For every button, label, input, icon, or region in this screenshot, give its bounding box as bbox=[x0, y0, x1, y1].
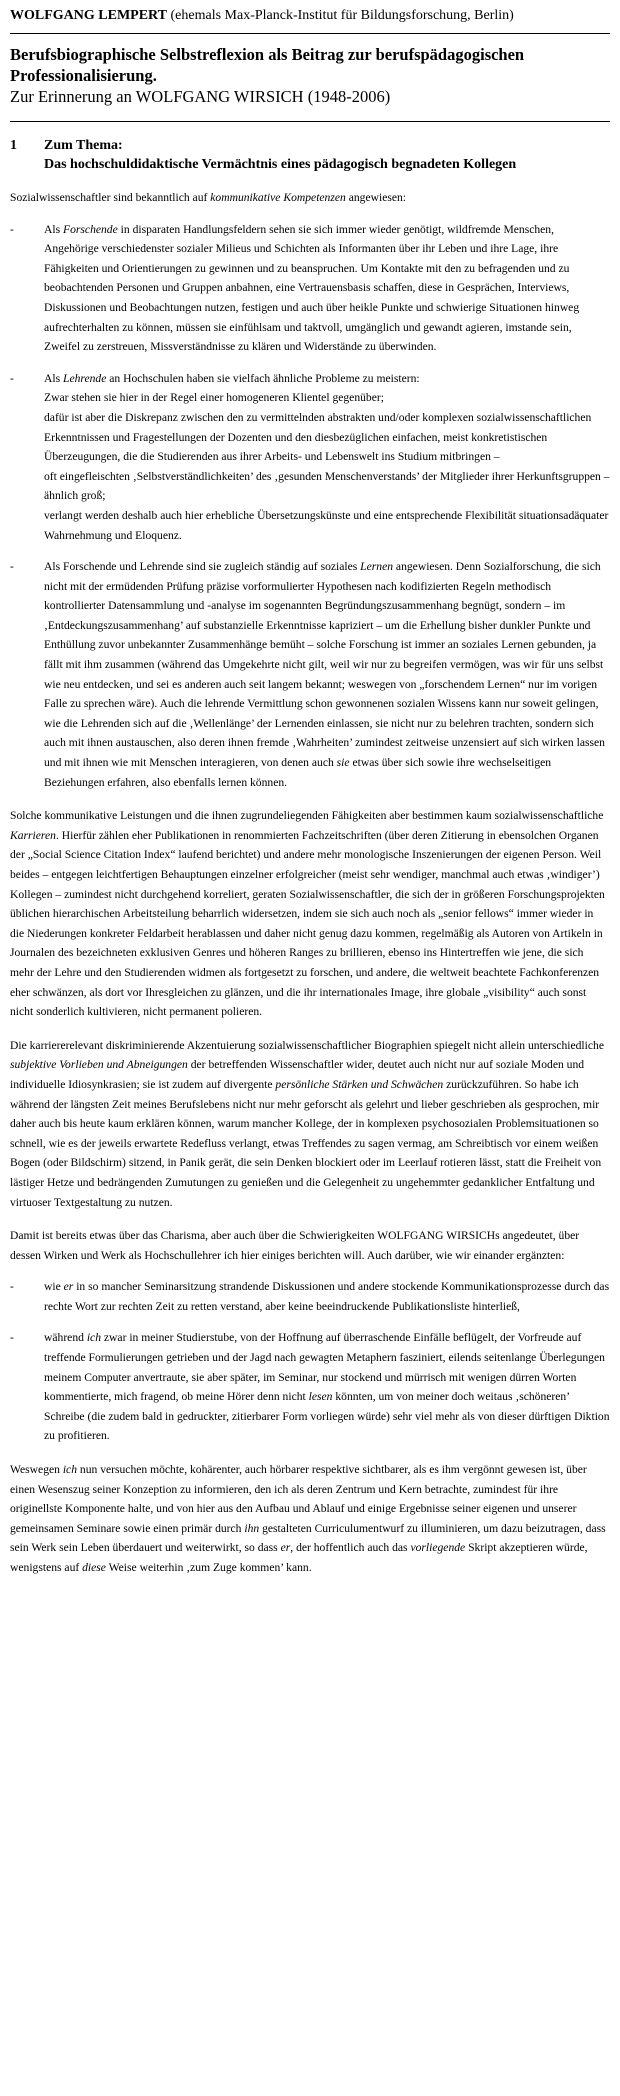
paragraph-final: Weswegen ich nun versuchen möchte, kohärenter, auch hörbarer respektive sichtbarer, als es ihm vergönnt gewesen ist, über einen Wesenszug seiner Konzeption zu informieren, den ich als deren Zentrum und Kern betrachte, zumindest für ihre originellste Komponente halte, und von hier aus den Aufbau und Ablauf und einige Ergebnisse seiner eigenen und unserer gemeinsamen Seminare sowie einen primär durch ihn gestalteten Curriculumentwurf zu illuminieren, um dazu beizutragen, dass sein Werk sein Leben überdauert und weiterwirkt, so dass er, der hoffentlich auch das vorliegende Skript akzeptieren würde, wenigstens auf diese Weise weiterhin ‚zum Zuge kommen’ kann. bbox=[10, 1463, 606, 1574]
paragraph-accentuation: Die karriererelevant diskriminierende Akzentuierung sozialwissenschaftlicher Biographien spiegelt nicht allein unterschiedliche subjektive Vorlieben und Abneigungen der betreffenden Wissenschaftler wider, deutet auch nicht nur auf soziale Moden und individuelle Idiosynkrasien; sie ist zudem auf divergente persönliche Stärken und Schwächen zurückzuführen. So habe ich während der längsten Zeit meines Berufslebens nicht nur mehr geforscht als gelehrt und lieber geschrieben als gesprochen, mir daher auch bis heute kaum erklären können, warum mancher Kollege, der in komplexen psychosozialen Problemsituationen so schnell, wie es der jeweils erwartete Redefluss verlangt, etwas Treffendes zu sagen vermag, am Schreibtisch vor einem weißen Bogen (oder Bildschirm) sitzend, in Panik gerät, die sein Denken blockiert oder im Leerlauf rotieren lässt, statt die Freiheit von lästiger Hetze und bedrängenden Zumutungen zu genießen und die Gelegenheit zu ungehemmter gedanklicher Entfaltung und virtuoser Textgestaltung zu nutzen. bbox=[10, 1038, 604, 1209]
intro-paragraph: Sozialwissenschaftler sind bekanntlich auf kommunikative Kompetenzen angewiesen: bbox=[10, 191, 407, 204]
list-dash: - bbox=[10, 560, 14, 574]
section-title-line2: Das hochschuldidaktische Vermächtnis eines pädagogisch begnadeten Kollegen bbox=[44, 157, 517, 172]
section-heading bbox=[10, 136, 610, 174]
list-item-line: verlangt werden deshalb auch hier erhebliche Übersetzungskünste und eine entsprechende Flexibilität situationsadäquater Wahrnehmung und Eloquenz. bbox=[44, 508, 609, 542]
list-dash: - bbox=[10, 1331, 14, 1345]
list-item-text: wie er in so mancher Seminarsitzung strandende Diskussionen und andere stockende Kommunikationsprozesse durch das rechte Wort zur rechten Zeit zu retten verstand, aber keine beeindruckende Publikationsliste hinterließ, bbox=[44, 1280, 610, 1313]
list-item-text: Als Forschende und Lehrende sind sie zugleich ständig auf soziales Lernen angewiesen. Denn Sozialforschung, die sich nicht mit der ermüdenden Prüfung präzise vorformulierter Hypothesen nach kodifizierten Regeln methodisch kontrollierter Datensammlung und -analyse im sogenannten Begründungszusammenhang begnügt, sondern – im ‚Entdeckungszusammenhang’ auf substanzielle Erkenntnisse kapriziert – um die Erhellung bisher dunkler Punkte und Enthüllung zuvor unbekannter Zusammenhänge bemüht – solche Forschung ist immer an soziales Lernen gebunden, ja fällt mit ihm zusammen (während das Umgekehrte nicht gilt, weil wir nur zu begreifen vermögen, was wir für uns selbst wie neu entdecken, und sei es anderen auch seit langem bekannt; weswegen von „forschendem Lernen“ nur im vorigen Falle zu sprechen wäre). Auch die lehrende Vermittlung schon gewonnenen sozialen Wissens kann nur soweit gelingen, wie die Lehrenden sich auf die ‚Wellenlänge’ der Lernenden einlassen, sie nicht nur zu belehren trachten, sondern sich auch mit ihnen austauschen, also deren ihnen fremde ‚Wahrheiten’ zumindest zeitweise unzensiert auf sich wirken lassen und mit ihnen wie mit Menschen interagieren, von denen auch sie etwas über sich sowie ihre wechselseitigen Beziehungen erfahren, also ebenfalls lernen können. bbox=[44, 560, 605, 789]
author-header bbox=[10, 6, 610, 25]
list-item-line: oft eingefleischten ‚Selbstverständlichkeiten’ des ‚gesunden Menschenverstands’ der Mitglieder ihrer Herkunftsgruppen – ähnlich groß; bbox=[44, 469, 610, 503]
paragraph-charisma: Damit ist bereits etwas über das Charisma, aber auch über die Schwierigkeiten WOLFGANG WIRSICHs angedeutet, über dessen Wirken und Werk als Hochschullehrer ich hier einiges berichten will. Auch darüber, wie wir einander ergänzten: bbox=[10, 1229, 580, 1262]
author-name: WOLFGANG LEMPERT bbox=[10, 8, 168, 23]
list-item-text: Als Lehrende an Hochschulen haben sie vielfach ähnliche Probleme zu meistern: Zwar stehen sie hier in der Regel einer homogeneren Klientel gegenüber; dafür ist aber die Diskrepanz zwischen den zu vermittelnden abstrakten und/oder komplexen sozialwissenschaftlichen Erkenntnissen und Fragestellungen der Dozenten und den diesbezüglichen einfachen, meist konkretistischen Überzeugungen, die die Studierenden aus ihrer Arbeits- und Lebenswelt ins Studium mitbringen – oft eingefleischten ‚Selbstverständlichkeiten’ des ‚gesunden Menschenverstands’ der Mitglieder ihrer Herkunftsgruppen – ähnlich groß; verlangt werden deshalb auch hier erhebliche Übersetzungskünste und eine entsprechende Flexibilität situationsadäquater Wahrnehmung und Eloquenz. bbox=[44, 369, 610, 545]
list-item-text: während ich zwar in meiner Studierstube, von der Hoffnung auf überraschende Einfälle beflügelt, der Vorfreude auf treffende Formulierungen getrieben und der Jagd nach gewagten Metaphern fasziniert, eilends seitenlange Überlegungen meinem Computer anvertraute, sie aber später, im Seminar, nur stockend und mürrisch mit wenigen dürren Worten kommentierte, mich fragend, ob meine Hörer denn nicht lesen könnten, um von meiner doch weitaus ‚schöneren’ Schreibe (die zudem bald in gedruckter, zitierbarer Form vorliegen würde) sehr viel mehr als von dieser dürftigen Diktion zu profitieren. bbox=[44, 1331, 610, 1443]
paragraph-careers: Solche kommunikative Leistungen und die ihnen zugrundeliegenden Fähigkeiten aber bestimmen kaum sozialwissenschaftliche Karrieren. Hierfür zählen eher Publikationen in renommierten Fachzeitschriften (über deren Zitierung in ebensolchen Organen der „Social Science Citation Index“ laufend berichtet) und andere mehr monologische Inszenierungen der eigenen Person. Weil beides – entgegen leichtfertigen Behauptungen einzelner erfolgreicher (meist sehr wendiger, manchmal auch etwas ‚windiger’) Kollegen – zumindest nicht durchgehend korreliert, geraten Sozialwissenschaftler, die sich der in größeren Forschungsprojekten üblichen hierarchischen Arbeitsteilung beharrlich widersetzen, indem sie sich auch noch als „senior fellows“ immer wieder in die Niederungen konkreter Feldarbeit herablassen und daher nicht genug dazu kommen, regelmäßig als Autoren von Artikeln in Journalen des bezeichneten exklusiven Genres und höheren Ranges zu brillieren, ebenso ins Hintertreffen wie jene, die sich mehr der Lehre und den Studierenden widmen als fortgesetzt zu forschen, und andere, die weltweit beachtete Fachkonferenzen eher schwänzen, als dort vor Ihresgleichen zu glänzen, und die ihr internationales Image, ihre globale „visibility“ auch sonst nicht sonderlich kultivieren, nicht permanent polieren. bbox=[10, 809, 605, 1019]
list-item-line: Zwar stehen sie hier in der Regel einer homogeneren Klientel gegenüber; bbox=[44, 391, 384, 405]
list-dash: - bbox=[10, 222, 14, 236]
section-title-line1: Zum Thema: bbox=[44, 138, 123, 153]
list-item bbox=[10, 369, 610, 545]
title-main: Berufsbiographische Selbstreflexion als Beitrag zur berufspädagogischen Professionalisierung. bbox=[10, 45, 525, 85]
title-dedication: Zur Erinnerung an WOLFGANG WIRSICH (1948-2006) bbox=[10, 87, 391, 106]
section-number: 1 bbox=[10, 138, 17, 153]
list-item-text: Als Forschende in disparaten Handlungsfeldern sehen sie sich immer wieder genötigt, wildfremde Menschen, Angehörige verschiedenster sozialer Milieus und Schichten als Informanten über ihr Leben und ihre Lage, ihre Fähigkeiten und Orientierungen zu gewinnen und zu beanspruchen. Um Kontakte mit den zu befragenden und zu beobachtenden Personen und Gruppen anbahnen, eine Vertrauensbasis schaffen, diese in Gesprächen, Interviews, Diskussionen und Beobachtungen nutzen, festigen und auch über heikle Punkte und schwierige Situationen hinweg aufrechterhalten zu können, müssen sie einfühlsam und taktvoll, umgänglich und gewandt agieren, imstande sein, Zweifel zu zerstreuen, Missverständnisse zu klären und Widerstände zu überwinden. bbox=[44, 222, 580, 354]
list-item bbox=[10, 1277, 610, 1316]
title-divider bbox=[10, 121, 610, 122]
list-item bbox=[10, 220, 610, 357]
list-dash: - bbox=[10, 371, 14, 385]
header-divider bbox=[10, 33, 610, 34]
document-title bbox=[10, 44, 610, 107]
list-dash: - bbox=[10, 1280, 14, 1294]
list-item bbox=[10, 557, 610, 792]
list-item bbox=[10, 1328, 610, 1446]
list-item-line: dafür ist aber die Diskrepanz zwischen den zu vermittelnden abstrakten und/oder komplexen sozialwissenschaftlichen Erkenntnissen und Fragestellungen der Dozenten und den diesbezüglichen einfachen, meist konkretistischen Überzeugungen, die die Studierenden aus ihrer Arbeits- und Lebenswelt ins Studium mitbringen – bbox=[44, 410, 592, 464]
author-affiliation: (ehemals Max-Planck-Institut für Bildungsforschung, Berlin) bbox=[167, 8, 514, 23]
